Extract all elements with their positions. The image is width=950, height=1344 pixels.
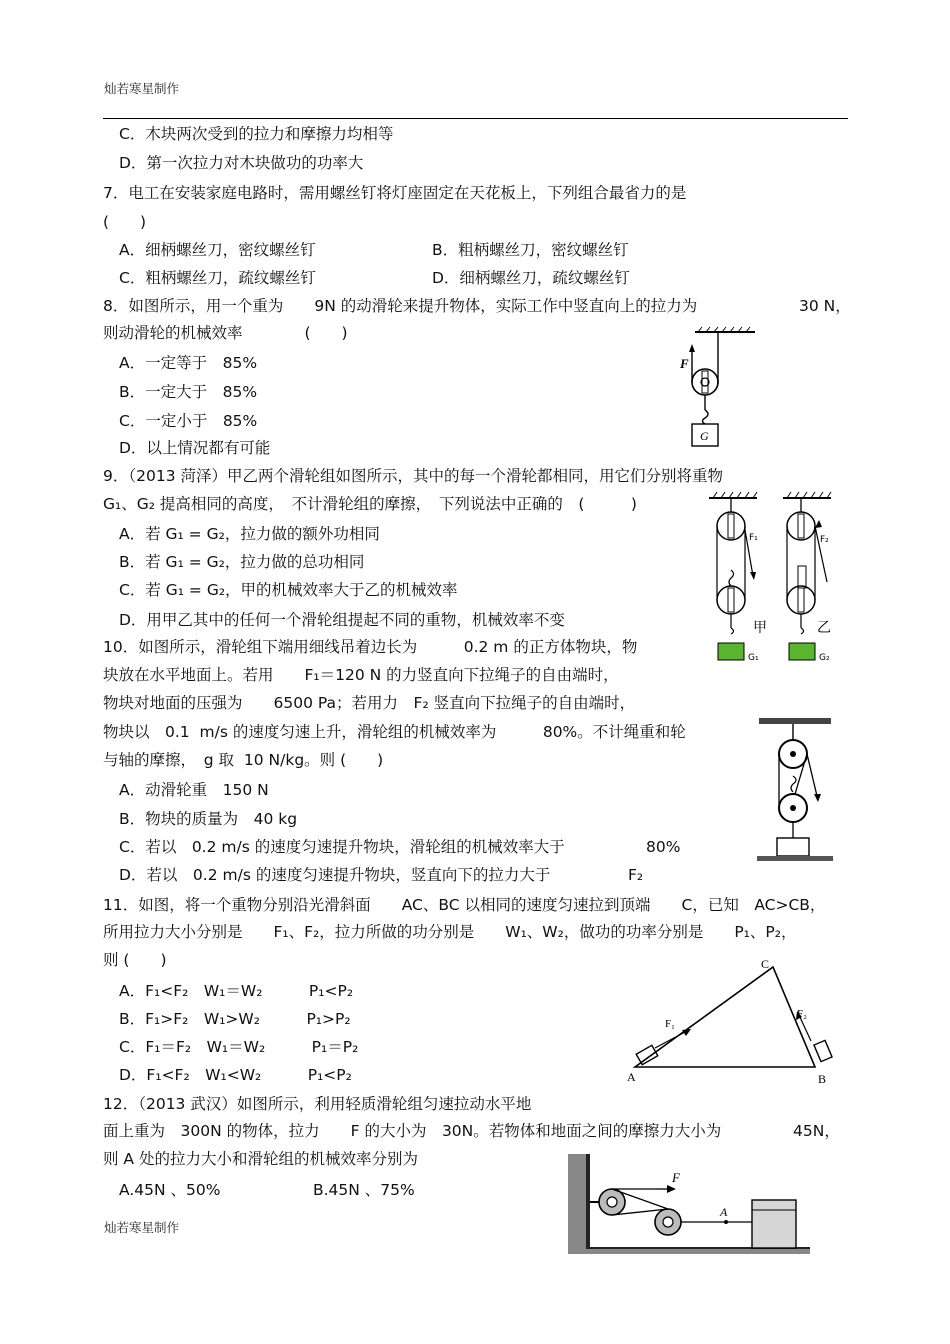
q11-label-f1: F₁ <box>665 1018 675 1030</box>
header-rule <box>103 118 848 119</box>
q11-stem-3: 则 ( ) <box>103 951 167 969</box>
q9-pulley-figure <box>705 490 840 665</box>
q8-pulley-figure <box>670 326 770 452</box>
q8-force-label: F <box>680 356 689 371</box>
q11-option-c: C．F₁＝F₂ W₁＝W₂ P₁＝P₂ <box>119 1038 359 1056</box>
q8-option-b: B．一定大于 85% <box>119 383 258 401</box>
q9-label-right: 乙 <box>817 620 831 636</box>
q9-option-c: C．若 G₁ = G₂，甲的机械效率大于乙的机械效率 <box>119 581 458 599</box>
q9-stem: 9．（2013 菏泽）甲乙两个滑轮组如图所示，其中的每一个滑轮都相同，用它们分别将重物 <box>103 467 723 485</box>
q7-stem: 7．电工在安装家庭电路时，需用螺丝钉将灯座固定在天花板上，下列组合最省力的是 <box>103 184 687 202</box>
q10-stem-3: 物块对地面的压强为 6500 Pa；若用力 F₂ 竖直向下拉绳子的自由端时， <box>103 694 636 712</box>
q10-stem-4: 物块以 0.1 m/s 的速度匀速上升，滑轮组的机械效率为 80%。不计绳重和轮 <box>103 723 686 741</box>
q7-option-d: D．细柄螺丝刀，疏纹螺丝钉 <box>432 269 630 287</box>
q10-stem-1: 10．如图所示，滑轮组下端用细线吊着边长为 0.2 m 的正方体物块，物 <box>103 638 638 656</box>
q11-label-b: B <box>818 1072 827 1086</box>
page-footer: 灿若寒星制作 <box>104 1220 180 1235</box>
q11-option-a: A．F₁<F₂ W₁＝W₂ P₁<P₂ <box>119 982 354 1000</box>
q11-label-c: C <box>761 957 770 971</box>
q9-option-a: A．若 G₁ = G₂，拉力做的额外功相同 <box>119 525 380 543</box>
q9-g2-label: G₂ <box>819 653 830 663</box>
q9-f2-label: F₂ <box>820 535 829 545</box>
q8-option-a: A．一定等于 85% <box>119 354 258 372</box>
q6-option-c: C．木块两次受到的拉力和摩擦力均相等 <box>119 125 394 143</box>
q9-g1-label: G₁ <box>748 653 759 663</box>
q10-stem-5: 与轴的摩擦， g 取 10 N/kg。则 ( ) <box>103 751 384 769</box>
q10-option-a: A．动滑轮重 150 N <box>119 781 269 799</box>
q10-pulley-figure <box>755 716 835 866</box>
q8-stem: 8．如图所示，用一个重为 9N 的动滑轮来提升物体，实际工作中竖直向上的拉力为 <box>103 297 698 315</box>
q9-f1-label: F₁ <box>749 533 758 543</box>
q10-option-d: D．若以 0.2 m/s 的速度匀速提升物块，竖直向下的拉力大于 <box>119 866 551 884</box>
q9-option-d: D．用甲乙其中的任何一个滑轮组提起不同的重物，机械效率不变 <box>119 611 565 629</box>
q8-weight-label: G <box>700 429 709 443</box>
q12-force-label: F <box>672 1170 680 1185</box>
q8-stem-end: 30 N， <box>799 297 851 315</box>
q7-paren: ( ) <box>103 213 147 231</box>
q7-option-c: C．粗柄螺丝刀，疏纹螺丝钉 <box>119 269 316 287</box>
q10-stem-2: 块放在水平地面上。若用 F₁＝120 N 的力竖直向下拉绳子的自由端时， <box>103 666 619 684</box>
q8-option-d: D．以上情况都有可能 <box>119 439 271 457</box>
q7-option-a: A．细柄螺丝刀，密纹螺丝钉 <box>119 241 316 259</box>
q12-pulley-figure <box>560 1150 810 1260</box>
q9-stem-2: G₁、G₂ 提高相同的高度， 不计滑轮组的摩擦， 下列说法中正确的 ( ) <box>103 495 637 513</box>
q10-option-c-end: 80% <box>646 838 681 856</box>
q12-option-b: B.45N 、75% <box>313 1181 415 1199</box>
q10-option-b: B．物块的质量为 40 kg <box>119 810 298 828</box>
q7-option-b: B．粗柄螺丝刀，密纹螺丝钉 <box>432 241 629 259</box>
q12-stem-2-end: 45N， <box>793 1122 840 1140</box>
q11-label-f2: F₂ <box>797 1008 807 1020</box>
q10-option-d-end: F₂ <box>628 866 644 884</box>
q11-option-b: B．F₁>F₂ W₁>W₂ P₁>P₂ <box>119 1010 351 1028</box>
q12-stem-2: 面上重为 300N 的物体，拉力 F 的大小为 30N。若物体和地面之间的摩擦力大小为 <box>103 1122 722 1140</box>
q12-point-label: A <box>720 1205 728 1219</box>
q8-stem-2: 则动滑轮的机械效率 ( ) <box>103 324 348 342</box>
q11-stem-1: 11．如图，将一个重物分别沿光滑斜面 AC、BC 以相同的速度匀速拉到顶端 C，已知 AC>CB， <box>103 896 826 914</box>
q11-incline-figure <box>625 955 840 1090</box>
q12-stem-3: 则 A 处的拉力大小和滑轮组的机械效率分别为 <box>103 1150 418 1168</box>
page-header: 灿若寒星制作 <box>104 81 180 96</box>
q8-option-c: C．一定小于 85% <box>119 412 258 430</box>
q12-stem-1: 12．（2013 武汉）如图所示，利用轻质滑轮组匀速拉动水平地 <box>103 1095 532 1113</box>
q6-option-d: D．第一次拉力对木块做功的功率大 <box>119 154 364 172</box>
q10-option-c: C．若以 0.2 m/s 的速度匀速提升物块，滑轮组的机械效率大于 <box>119 838 565 856</box>
q11-option-d: D．F₁<F₂ W₁<W₂ P₁<P₂ <box>119 1066 352 1084</box>
q9-label-left: 甲 <box>753 620 767 636</box>
q12-option-a: A.45N 、50% <box>119 1181 221 1199</box>
q11-stem-2: 所用拉力大小分别是 F₁、F₂，拉力所做的功分别是 W₁、W₂，做功的功率分别是 P₁、P₂， <box>103 923 797 941</box>
q11-label-a: A <box>627 1070 636 1084</box>
q9-option-b: B．若 G₁ = G₂，拉力做的总功相同 <box>119 553 365 571</box>
